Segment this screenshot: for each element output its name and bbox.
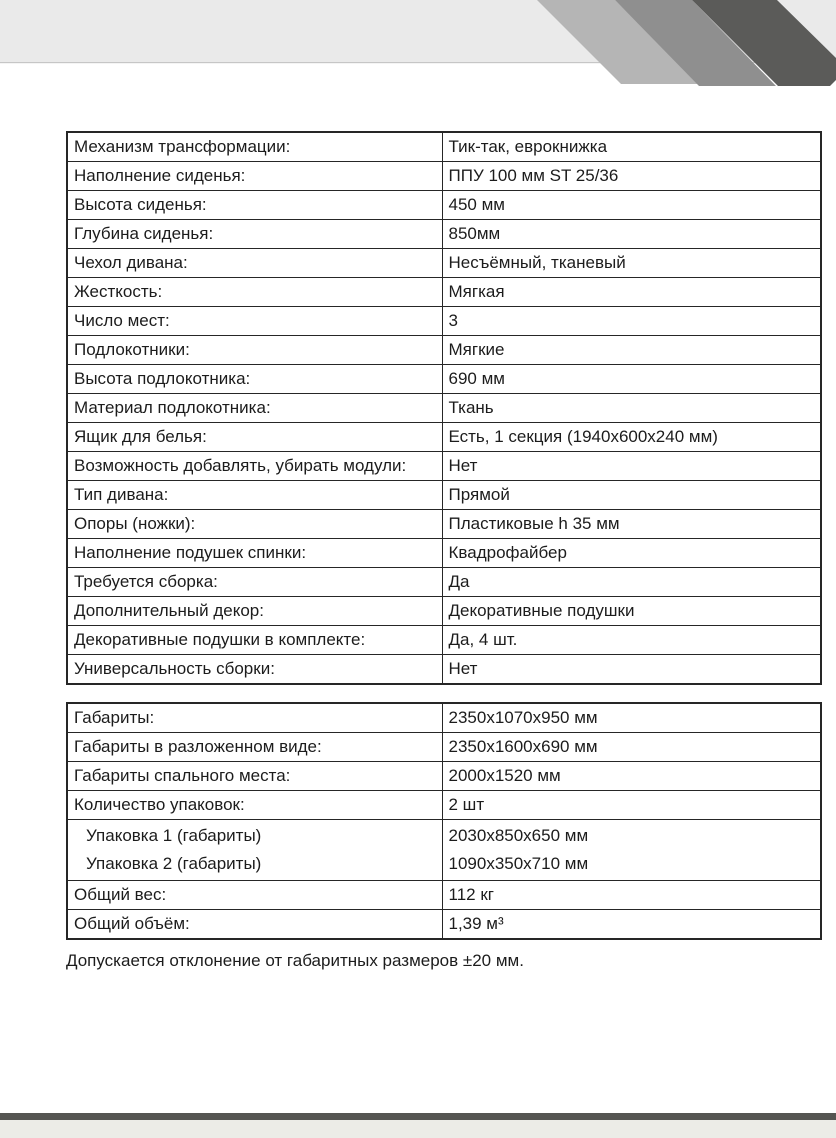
- cell-line: Упаковка 1 (габариты): [86, 826, 262, 845]
- table-row: [67, 703, 821, 733]
- spec-value-cell: 2350х1600х690 мм: [442, 733, 821, 762]
- spec-value-cell: Есть, 1 секция (1940х600х240 мм): [442, 423, 821, 452]
- spec-value-cell: 2 шт: [442, 791, 821, 820]
- spec-label-cell: Чехол дивана:: [67, 249, 442, 278]
- table-row: [67, 733, 821, 762]
- spec-value-cell: Да: [442, 568, 821, 597]
- spec-label-cell: Общий вес:: [67, 881, 442, 910]
- spec-label-cell: Опоры (ножки):: [67, 510, 442, 539]
- spec-label-cell: Дополнительный декор:: [67, 597, 442, 626]
- table-row: [67, 481, 821, 510]
- table-row: [67, 278, 821, 307]
- cell-line: Упаковка 2 (габариты): [86, 854, 262, 873]
- table-row: [67, 220, 821, 249]
- spec-label-cell: Механизм трансформации:: [67, 132, 442, 162]
- table-row: [67, 597, 821, 626]
- footer-bar: [0, 1113, 836, 1120]
- spec-label-cell: Ящик для белья:: [67, 423, 442, 452]
- spec-label-cell: Количество упаковок:: [67, 791, 442, 820]
- table-row: [67, 881, 821, 910]
- spec-label-cell: Глубина сиденья:: [67, 220, 442, 249]
- table-row: [67, 307, 821, 336]
- table-row: [67, 762, 821, 791]
- cell-line: 1090х350х710 мм: [448, 854, 589, 873]
- table-row: [67, 791, 821, 820]
- page-content: [66, 131, 820, 971]
- spec-value-cell: 850мм: [442, 220, 821, 249]
- spec-value-cell: Несъёмный, тканевый: [442, 249, 821, 278]
- spec-value-cell: Ткань: [442, 394, 821, 423]
- footer-band: [0, 1120, 836, 1138]
- spec-value-cell: 690 мм: [442, 365, 821, 394]
- table-row: [67, 510, 821, 539]
- spec-value-cell: [442, 820, 821, 881]
- spec-value-cell: Мягкие: [442, 336, 821, 365]
- spec-value-cell: Нет: [442, 452, 821, 481]
- table-row: [67, 539, 821, 568]
- spec-label-cell: Общий объём:: [67, 910, 442, 940]
- spec-label-cell: Наполнение подушек спинки:: [67, 539, 442, 568]
- spec-label-cell: Число мест:: [67, 307, 442, 336]
- spec-value-cell: Пластиковые h 35 мм: [442, 510, 821, 539]
- spec-value-cell: 1,39 м³: [442, 910, 821, 940]
- spec-value-cell: Нет: [442, 655, 821, 685]
- spec-value-cell: 3: [442, 307, 821, 336]
- spec-label-cell: Подлокотники:: [67, 336, 442, 365]
- table-row: [67, 820, 821, 881]
- table-row: [67, 452, 821, 481]
- spec-label-cell: Высота подлокотника:: [67, 365, 442, 394]
- dimensions-table-body: [67, 703, 821, 939]
- table-row: [67, 162, 821, 191]
- spec-label-cell: Наполнение сиденья:: [67, 162, 442, 191]
- table-row: [67, 249, 821, 278]
- spec-value-cell: Декоративные подушки: [442, 597, 821, 626]
- cell-line: 2030х850х650 мм: [448, 826, 589, 845]
- tolerance-note: Допускается отклонение от габаритных размеров ±20 мм.: [66, 951, 524, 970]
- spec-label-cell: Требуется сборка:: [67, 568, 442, 597]
- table-row: [67, 191, 821, 220]
- spec-label-cell: Высота сиденья:: [67, 191, 442, 220]
- dimensions-table: [66, 702, 822, 940]
- table-row: [67, 423, 821, 452]
- spec-value-cell: 2350х1070х950 мм: [442, 703, 821, 733]
- spec-table-body: [67, 132, 821, 684]
- spec-value-cell: 450 мм: [442, 191, 821, 220]
- table-row: [67, 626, 821, 655]
- table-row: [67, 910, 821, 940]
- spec-label-cell: Декоративные подушки в комплекте:: [67, 626, 442, 655]
- spec-label-cell: [67, 820, 442, 881]
- spec-value-cell: Прямой: [442, 481, 821, 510]
- header-decoration: [0, 0, 836, 90]
- spec-value-cell: Да, 4 шт.: [442, 626, 821, 655]
- spec-table: [66, 131, 822, 685]
- spec-value-cell: Мягкая: [442, 278, 821, 307]
- spec-label-cell: Универсальность сборки:: [67, 655, 442, 685]
- spec-value-cell: 112 кг: [442, 881, 821, 910]
- table-row: [67, 394, 821, 423]
- spec-label-cell: Габариты в разложенном виде:: [67, 733, 442, 762]
- table-row: [67, 336, 821, 365]
- spec-label-cell: Материал подлокотника:: [67, 394, 442, 423]
- spec-label-cell: Тип дивана:: [67, 481, 442, 510]
- spec-value-cell: ППУ 100 мм ST 25/36: [442, 162, 821, 191]
- spec-label-cell: Габариты:: [67, 703, 442, 733]
- spec-value-cell: Тик-так, еврокнижка: [442, 132, 821, 162]
- table-row: [67, 132, 821, 162]
- table-row: [67, 655, 821, 685]
- spec-label-cell: Габариты спального места:: [67, 762, 442, 791]
- spec-value-cell: 2000х1520 мм: [442, 762, 821, 791]
- spec-label-cell: Возможность добавлять, убирать модули:: [67, 452, 442, 481]
- table-row: [67, 365, 821, 394]
- spec-value-cell: Квадрофайбер: [442, 539, 821, 568]
- spec-label-cell: Жесткость:: [67, 278, 442, 307]
- table-row: [67, 568, 821, 597]
